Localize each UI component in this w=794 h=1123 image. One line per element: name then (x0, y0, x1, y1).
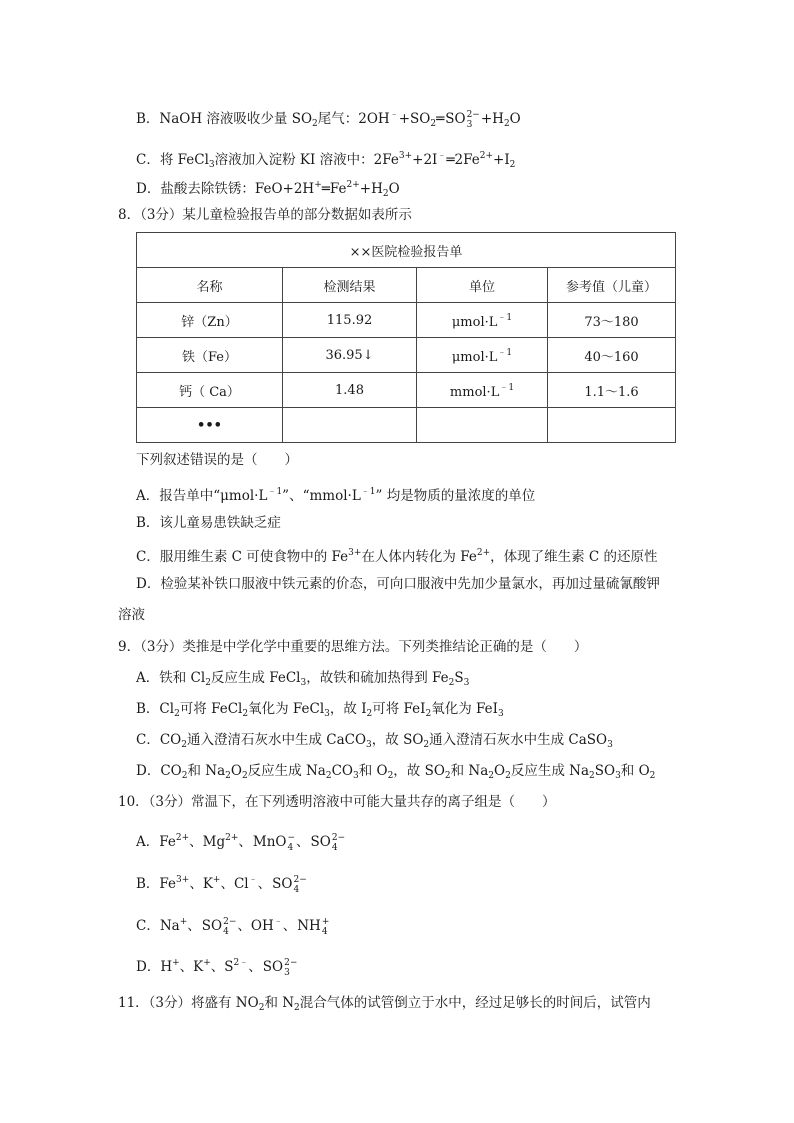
ellipsis-cell: ••• (137, 408, 283, 443)
q8-ask: 下列叙述错误的是（ ） (136, 452, 298, 468)
header-name: 名称 (137, 268, 283, 303)
q7-option-b: B．NaOH 溶液吸收少量 $SO_2$尾气：$2OH^﹣+SO_2═SO$ 2− 3 $+H_2O$ (136, 109, 521, 130)
permanganate-ion: MnO − 4 (252, 832, 296, 853)
q9-stem: 9．（3分）类推是中学化学中重要的思维方法。下列类推结论正确的是（ ） (118, 639, 588, 655)
table-row (137, 408, 676, 443)
q10-stem: 10．（3分）常温下，在下列透明溶液中可能大量共存的离子组是（ ） (118, 794, 556, 810)
q10-option-b: B．$Fe^{3+}$、K+、Cl﹣、SO 2− 4 (136, 874, 307, 895)
report-title: ××医院检验报告单 (137, 233, 676, 268)
q8-option-a: A．报告单中“$\mu mol\cdot L^{﹣1}$”、“$mmol\cdot L^{﹣1}$” 均是物质的量浓度的单位 (136, 487, 536, 504)
q10-option-c: C．Na+、SO 2− 4 、OH﹣、NH + 4 (136, 916, 330, 937)
q9-option-d: D．$CO_2$和 $Na_2O_2$反应生成 $Na_2CO_3$和 $O_2$，故 $SO_2$和 $Na_2O_2$反应生成 $Na_2SO_3$和 $O_2$ (136, 763, 656, 781)
q9-option-a: A．铁和 $Cl_2$反应生成 FeCl$_3$，故铁和硫加热得到 $Fe_2S_3$ (136, 670, 470, 688)
header-unit: 单位 (417, 268, 548, 303)
q8-option-d: D．检验某补铁口服液中铁元素的价态，可向口服液中先加少量氯水，再加过量硫氰酸钾 (136, 576, 660, 592)
table-row: 钙（ Ca） 1.48 $mmol\cdot L^{﹣1}$ 1.1～1.6 (137, 373, 676, 408)
q7-option-c: C．将 FeCl$_3$溶液加入淀粉 KI 溶液中：$2Fe^{3+}+2I^﹣═2Fe^{2+}+I_2$ (136, 151, 516, 170)
header-result: 检测结果 (283, 268, 417, 303)
table-row: 铁（Fe） 36.95↓ $\mu mol\cdot L^{﹣1}$ 40～160 (137, 338, 676, 373)
sulfate-ion: SO 2− 4 (272, 874, 307, 895)
q8-option-b: B．该儿童易患铁缺乏症 (136, 515, 281, 531)
q8-option-c: C．服用维生素 C 可使食物中的 $Fe^{3+}$在人体内转化为 $Fe^{2+}$，体现了维生素 C 的还原性 (136, 548, 658, 565)
sulfite-ion: SO 2− 3 (445, 109, 480, 130)
q8-stem: 8．（3分）某儿童检验报告单的部分数据如表所示 (118, 207, 412, 223)
q7-option-d: D．盐酸去除铁锈：$FeO+2H^+═Fe^{2+}+H_2O$ (136, 180, 400, 199)
table-row: 锌（Zn） 115.92 $\mu mol\cdot L^{﹣1}$ 73～180 (137, 303, 676, 338)
q10-option-a: A．$Fe^{2+}$、$Mg^{2+}$、MnO − 4 、SO 2− 4 (136, 832, 346, 853)
q9-option-c: C．$CO_2$通入澄清石灰水中生成 CaCO$_3$，故 $SO_2$通入澄清石灰水中生成 CaSO$_3$ (136, 732, 613, 750)
sulfite-ion: SO 2− 3 (262, 957, 298, 978)
report-table (136, 232, 676, 443)
sulfate-ion: SO 2− 4 (310, 832, 346, 853)
q8-option-d-wrap: 溶液 (118, 607, 145, 623)
q9-option-b: B．$Cl_2$可将 FeCl$_2$氧化为 FeCl$_3$，故 $I_2$可将 FeI$_2$氧化为 FeI$_3$ (136, 701, 504, 719)
ammonium-ion: NH + 4 (297, 916, 330, 937)
header-reference: 参考值（儿童） (548, 268, 676, 303)
sulfate-ion: SO 2− 4 (201, 916, 237, 937)
q10-option-d: D．H+、K+、$S^{2﹣}$、SO 2− 3 (136, 957, 298, 978)
q11-stem: 11．（3分）将盛有 $NO_2$和 $N_2$混合气体的试管倒立于水中，经过足够长的时间后，试管内 (118, 995, 651, 1013)
